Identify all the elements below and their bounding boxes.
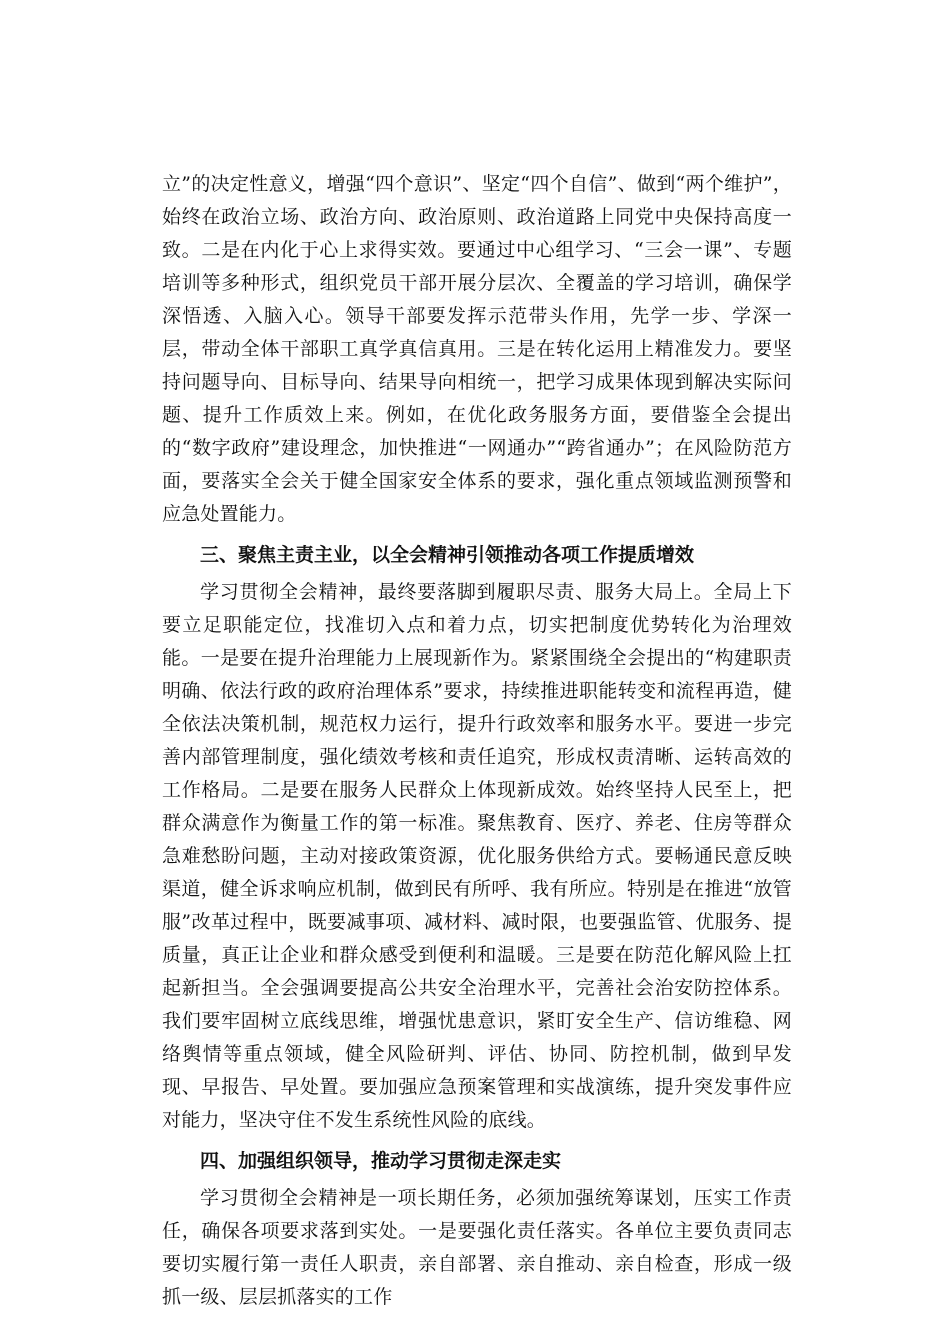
body-paragraph-section-4: 学习贯彻全会精神是一项长期任务，必须加强统筹谋划，压实工作责任，确保各项要求落到实处。一是要强化责任落实。各单位主要负责同志要切实履行第一责任人职责，亲自部署、亲自推动、亲自检查，形成一级抓一级、层层抓落实的工作 [162,1187,792,1308]
body-paragraph-section-3: 学习贯彻全会精神，最终要落脚到履职尽责、服务大局上。全局上下要立足职能定位，找准切入点和着力点，切实把制度优势转化为治理效能。一是要在提升治理能力上展现新作为。紧紧围绕全会提出的“构建职责明确、依法行政的政府治理体系”要求，持续推进职能转变和流程再造，健全依法决策机制，规范权力运行，提升行政效率和服务水平。要进一步完善内部管理制度，强化绩效考核和责任追究，形成权责清晰、运转高效的工作格局。二是要在服务人民群众上体现新成效。始终坚持人民至上，把群众满意作为衡量工作的第一标准。聚焦教育、医疗、养老、住房等群众急难愁盼问题，主动对接政策资源，优化服务供给方式。要畅通民意反映渠道，健全诉求响应机制，做到民有所呼、我有所应。特别是在推进“放管服”改革过程中，既要减事项、减材料、减时限，也要强监管、优服务、提质量，真正让企业和群众感受到便利和温暖。三是要在防范化解风险上扛起新担当。全会强调要提高公共安全治理水平，完善社会治安防控体系。我们要牢固树立底线思维，增强忧患意识，紧盯安全生产、信访维稳、网络舆情等重点领域，健全风险研判、评估、协同、防控机制，做到早发现、早报告、早处置。要加强应急预案管理和实战演练，提升突发事件应对能力，坚决守住不发生系统性风险的底线。 [162,581,792,1131]
section-heading-4: 四、加强组织领导，推动学习贯彻走深走实 [200,1150,562,1172]
document-page [162,168,792,1314]
section-heading-3: 三、聚焦主责主业，以全会精神引领推动各项工作提质增效 [200,544,695,566]
body-paragraph-continued: 立”的决定性意义，增强“四个意识”、坚定“四个自信”、做到“两个维护”，始终在政治立场、政治方向、政治原则、政治道路上同党中央保持高度一致。二是在内化于心上求得实效。要通过中心组学习、“三会一课”、专题培训等多种形式，组织党员干部开展分层次、全覆盖的学习培训，确保学深悟透、入脑入心。领导干部要发挥示范带头作用，先学一步、学深一层，带动全体干部职工真学真信真用。三是在转化运用上精准发力。要坚持问题导向、目标导向、结果导向相统一，把学习成果体现到解决实际问题、提升工作质效上来。例如，在优化政务服务方面，要借鉴全会提出的“数字政府”建设理念，加快推进“一网通办”“跨省通办”；在风险防范方面，要落实全会关于健全国家安全体系的要求，强化重点领域监测预警和应急处置能力。 [162,173,792,525]
